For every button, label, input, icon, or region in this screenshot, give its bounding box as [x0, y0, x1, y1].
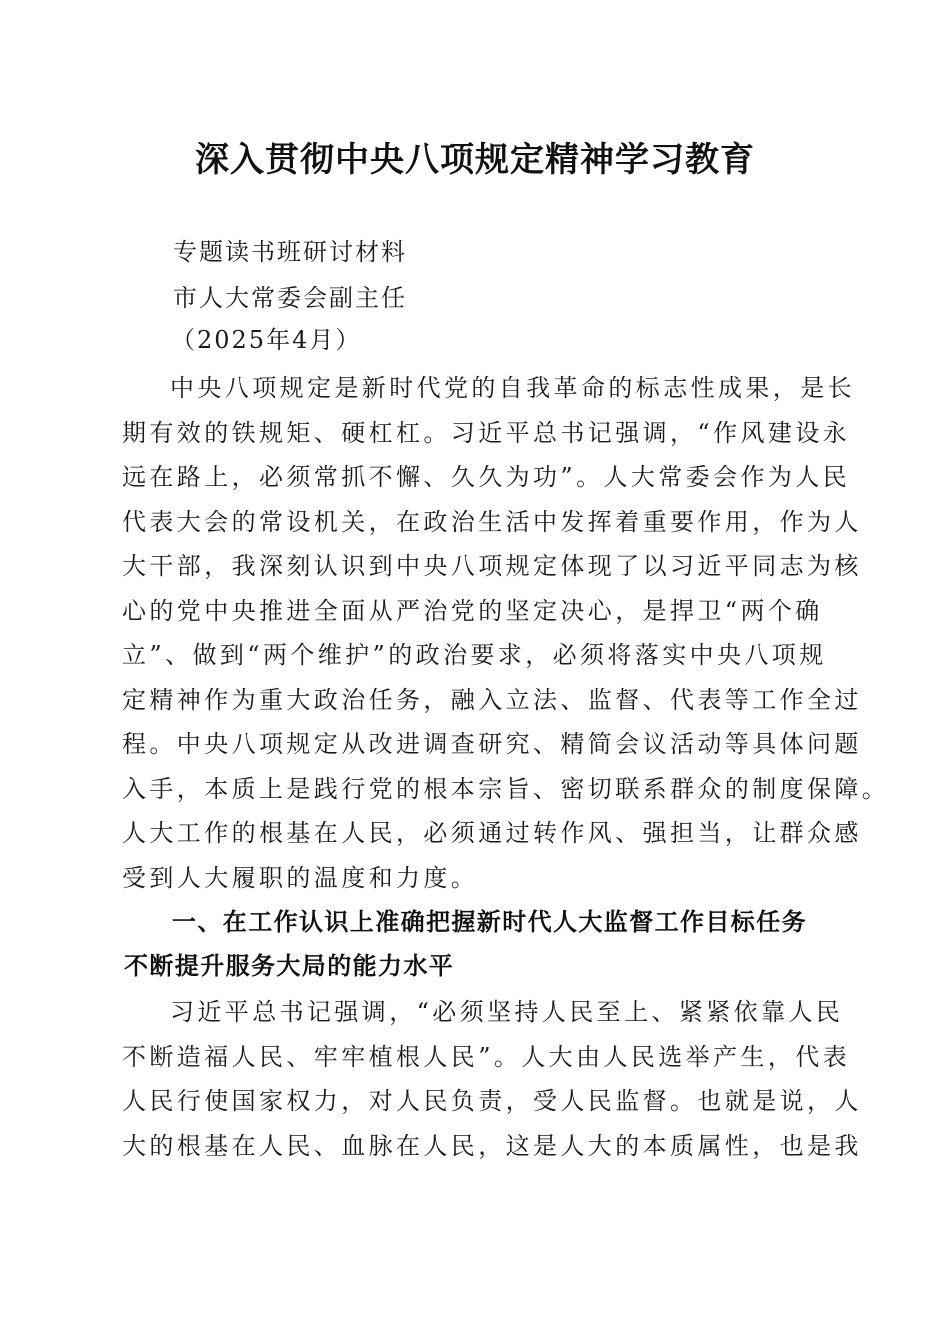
paragraph-line: 远在路上，必须常抓不懈、久久为功”。人大常委会作为人民 — [122, 463, 851, 491]
paragraph-line: 中央八项规定是新时代党的自我革命的标志性成果，是长 — [170, 374, 855, 402]
document-subtitle: 专题读书班研讨材料 — [173, 238, 407, 266]
document-title: 深入贯彻中央八项规定精神学习教育 — [195, 140, 755, 180]
paragraph-line: 心的党中央推进全面从严治党的坚定决心，是捍卫“两个确 — [122, 596, 823, 625]
paragraph-line: 受到人大履职的温度和力度。 — [122, 863, 479, 892]
paragraph-line: 人大工作的根基在人民，必须通过转作风、强担当，让群众感 — [122, 819, 862, 847]
paragraph-line: 习近平总书记强调，“必须坚持人民至上、紧紧依靠人民 — [170, 998, 844, 1026]
document-author: 市人大常委会副主任 — [173, 284, 407, 312]
heading-line: 一、在工作认识上准确把握新时代人大监督工作目标任务 — [172, 908, 807, 936]
paragraph-line: 期有效的铁规矩、硬杠杠。习近平总书记强调，“作风建设永 — [122, 418, 851, 447]
heading-line: 不断提升服务大局的能力水平 — [124, 952, 455, 980]
paragraph-line: 大的根基在人民、血脉在人民，这是人大的本质属性，也是我 — [122, 1131, 862, 1160]
paragraph-intro — [122, 366, 890, 900]
paragraph-line: 定精神作为重大政治任务，融入立法、监督、代表等工作全过 — [122, 685, 862, 714]
paragraph-line: 人民行使国家权力，对人民负责，受人民监督。也就是说，人 — [122, 1087, 862, 1115]
paragraph-line: 大干部，我深刻认识到中央八项规定体现了以习近平同志为核 — [122, 552, 862, 580]
paragraph-line: 入手，本质上是践行党的根本宗旨、密切联系群众的制度保障。 — [122, 774, 890, 803]
section-heading-1 — [126, 900, 836, 988]
paragraph-line: 程。中央八项规定从改进调查研究、精简会议活动等具体问题 — [122, 730, 862, 758]
paragraph-line: 代表大会的常设机关，在政治生活中发挥着重要作用，作为人 — [122, 507, 862, 536]
paragraph-section-1 — [122, 990, 862, 1168]
paragraph-line: 立”、做到“两个维护”的政治要求，必须将落实中央八项规 — [122, 641, 827, 669]
paragraph-line: 不断造福人民、牢牢植根人民”。人大由人民选举产生，代表 — [122, 1042, 851, 1071]
document-date: （2025年4月） — [171, 326, 362, 354]
